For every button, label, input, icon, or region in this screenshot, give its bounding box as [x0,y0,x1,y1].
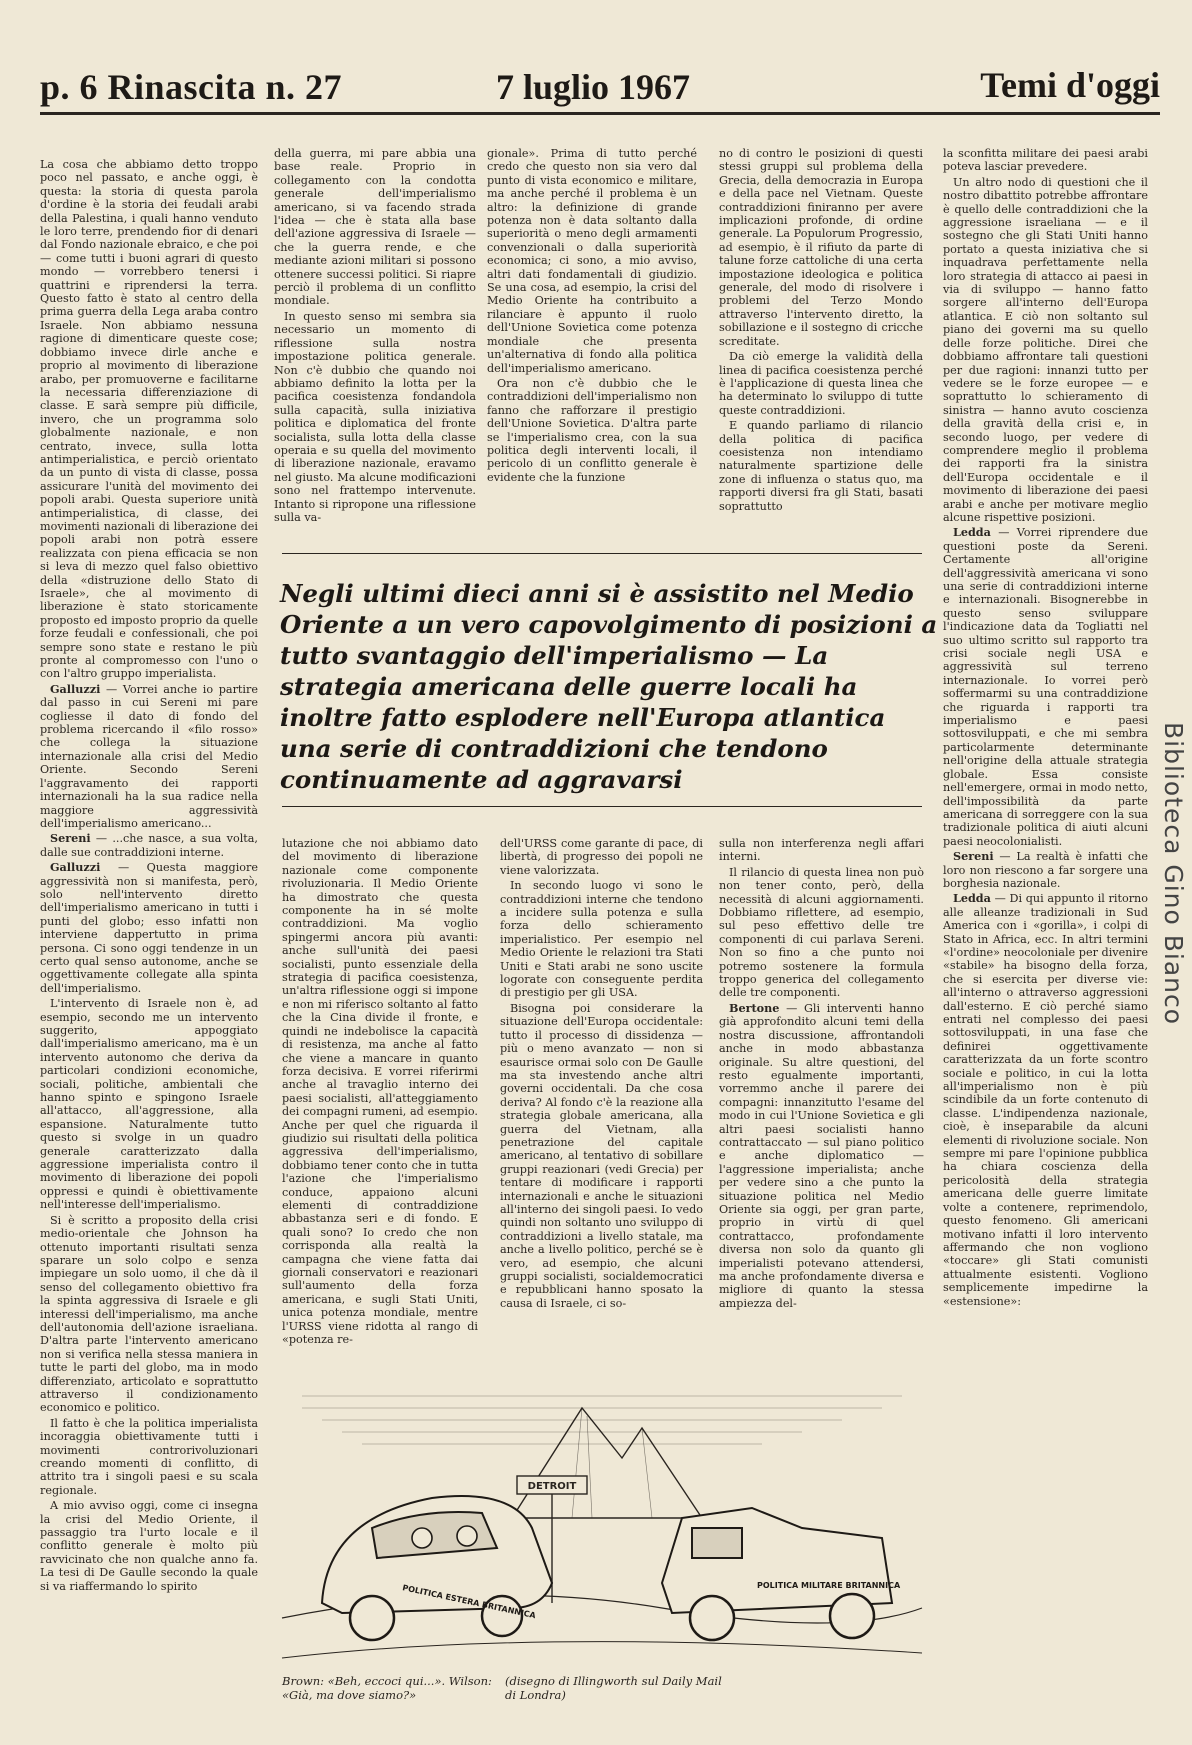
paragraph-text: E quando parliamo di rilancio della politica di pacifica coesistenza non intendiamo naturalmente spartizione delle zone di influenza o status quo, ma rapporti diversi fra gli Stati, basati soprattutto [719,419,923,513]
header-rule [40,112,1160,115]
paragraph [40,832,258,859]
column-1 [40,158,258,1740]
paragraph-text: Il fatto è che la politica imperialista incoraggia obiettivamente tutti i movimenti controrivoluzionari creando momenti di conflitto, di attrito tra i singoli paesi e su scala regionale. [40,1416,258,1497]
paragraph [40,997,258,1212]
paragraph [282,837,478,1346]
speaker-name: Ledda [953,891,991,906]
page-header [40,66,1160,112]
paragraph-text: Bisogna poi considerare la situazione dell'Europa occidentale: tutto il processo di dissidenza — più o meno avanzato — non si esaurisce ormai solo con De Gaulle ma sta investendo anche altri governi occidentali. Da che cosa deriva? Al fondo c'è la reazione alla strategia globale americana, alla guerra del Vietnam, alla penetrazione del capitale americano, al tentativo di sobillare gruppi reazionari (vedi Grecia) per tentare di modificare i rapporti internazionali e anche le situazioni all'interno dei singoli paesi. Io vedo quindi non soltanto uno sviluppo di contraddizioni a livello statale, ma anche a livello politico, perché se è vero, ad esempio, che alcuni gruppi socialisti, socialdemocratici e repubblicani hanno sposato la causa di Israele, ci so- [500,1001,703,1310]
paragraph [719,866,924,1000]
paragraph [943,526,1148,848]
paragraph [943,147,1148,174]
speaker-name: Bertone [729,1000,780,1015]
paragraph-text: A mio avviso oggi, come ci insegna la crisi del Medio Oriente, il passaggio tra l'urto locale e il conflitto generale è molto più ravvicinato che non qualche anno fa. La tesi di De Gaulle secondo la quale si va riaffermando lo spirito [40,1499,258,1593]
paragraph-text: — Vorrei anche io partire dal passo in cui Sereni mi pare cogliesse il dato di fondo del problema ricercando il «filo rosso» che collega la situazione internazionale alla crisi del Medio Oriente. Secondo Sereni l'aggravamento dei rapporti internazionali ha la sua radice nella maggiore aggressività dell'imperialismo americano... [40,682,258,830]
paragraph [274,310,476,525]
paragraph [719,1002,924,1310]
paragraph-text: — Di qui appunto il ritorno alle alleanze tradizionali in Sud America con i «gorilla», i colpi di Stato in Africa, ecc. In altri termini «l'ordine» neocoloniale per divenire «stabile» ha bisogno della forza, che si esercita per diverse vie: all'interno o attraverso aggressioni dall'esterno. E ciò perché siamo entrati nel complesso dei paesi sottosviluppati, in una fase che definirei oggettivamente caratterizzata da un forte scontro sociale e politico, in cui la lotta all'imperialismo non è più scindibile da un forte contenuto di classe. L'indipendenza nazionale, cioè, è inseparabile da alcuni elementi di rivoluzione sociale. Non sempre mi pare l'opinione pubblica ha chiara coscienza della pericolosità della strategia americana delle guerre limitate volte a contenere, reprimendolo, questo fenomeno. Gli americani motivano infatti il loro intervento affermando che non vogliono «toccare» gli Stati comunisti attualmente esistenti. Vogliono semplicemente impedirne la «estensione»: [943,892,1148,1308]
paragraph-text: — ...che nasce, a sua volta, dalle sue contraddizioni interne. [40,832,258,859]
paragraph [500,879,703,1000]
paragraph-text: Il rilancio di questa linea non può non tener conto, però, della necessità di alcuni aggiornamenti. Dobbiamo riflettere, ad esempio, sul peso effettivo delle tre componenti di cui parlava Sereni. Non so fino a che punto noi potremo sostenere la formula troppo generica del collegamento delle tre componenti. [719,865,924,1000]
paragraph [500,837,703,877]
paragraph-text: Si è scritto a proposito della crisi medio-orientale che Johnson ha ottenuto importanti risultati senza sparare un solo colpo e senza impiegare un solo uomo, il che dà il senso del collegamento obiettivo fra la spinta aggressiva di Israele e gli interessi dell'imperialismo, ma anche dell'autonomia dell'azione israeliana. D'altra parte l'intervento americano non si verifica nella stessa maniera in tutte le parti del globo, ma in modo differenziato, articolato e soprattutto attraverso il condizionamento economico e politico. [40,1213,258,1415]
paragraph-text: — La realtà è infatti che loro non riescono a far sorgere una borghesia nazionale. [943,850,1148,890]
paragraph [500,1002,703,1310]
column-2-bottom [282,837,478,1347]
library-watermark: Biblioteca Gino Bianco [1159,722,1188,1026]
cartoon-caption-dialogue: Brown: «Beh, eccoci qui...». Wilson: «Già, ma dove siamo?» [282,1674,492,1702]
paragraph [40,158,258,681]
paragraph-text: Un altro nodo di questioni che il nostro dibattito potrebbe affrontare è quello delle contraddizioni che la aggressione israeliana — e il sostegno che gli Stati Uniti hanno portato a questa iniziativa che si inquadrava perfettamente nella loro strategia di attacco ai paesi in via di sviluppo — hanno fatto sorgere all'interno dell'Europa atlantica. E ciò non soltanto sul piano dei governi ma su quello delle forze politiche. Direi che dobbiamo affrontare tali questioni per due ragioni: innanzi tutto per vedere se le forze europee — e soprattutto lo schieramento di sinistra — hanno avuto coscienza della gravità della crisi e, in secondo luogo, per vedere di comprendere meglio il problema dei rapporti fra la sinistra dell'Europa occidentale e il movimento di liberazione dei paesi arabi e anche per motivare meglio alcune rispettive posizioni. [943,175,1148,524]
paragraph [943,892,1148,1308]
paragraph-text: — Questa maggiore aggressività non si manifesta, però, solo nell'intervento diretto dell'imperialismo americano in tutti i punti del globo; esso infatti non interviene dappertutto in prima persona. Ci sono oggi tendenze in un certo qual senso autonome, anche se oggettivamente collegate alla spinta dell'imperialismo. [40,861,258,995]
paragraph-text: Da ciò emerge la validità della linea di pacifica coesistenza perché è l'applicazione di questa linea che ha determinato lo sviluppo di tutte queste contraddizioni. [719,350,923,417]
paragraph-text: — Gli interventi hanno già approfondito alcuni temi della nostra discussione, affrontandoli anche in modo abbastanza originale. Su altre questioni, del resto egualmente importanti, vorremmo anche il parere dei compagni: innanzitutto l'esame del modo in cui l'Unione Sovietica e gli altri paesi socialisti hanno contrattaccato — sul piano politico e anche diplomatico — l'aggressione imperialista; anche per vedere sino a che punto la situazione politica nel Medio Oriente sia oggi, per gran parte, proprio in virtù di quel contrattacco, profondamente diversa non solo da quanto gli imperialisti potevano attendersi, ma anche profondamente diversa e migliore di quanto la stessa ampiezza del- [719,1001,924,1310]
paragraph-text: sulla non interferenza negli affari interni. [719,837,924,864]
paragraph [719,147,923,348]
paragraph-text: della guerra, mi pare abbia una base reale. Proprio in collegamento con la condotta generale dell'imperialismo americano, si va facendo strada l'idea — che è stata alla base dell'azione aggressiva di Israele — che la guerra rende, e che mediante azioni militari si possono ottenere successi politici. Si riapre perciò il problema di un conflitto mondiale. [274,147,476,308]
speaker-name: Sereni [50,831,91,846]
paragraph [40,1417,258,1497]
paragraph [943,850,1148,890]
paragraph [719,419,923,513]
paragraph-text: gionale». Prima di tutto perché credo che questo non sia vero dal punto di vista economico e militare, ma anche perché il problema è un altro: la definizione di grande potenza non è data soltanto dalla superiorità o meno degli armamenti convenzionali o dalla superiorità economica; ci sono, a mio avviso, altri dati fondamentali di giudizio. Se una cosa, ad esempio, la crisi del Medio Oriente ha contribuito a rilanciare è appunto il ruolo dell'Unione Sovietica come potenza mondiale che presenta un'alternativa di fondo alla politica dell'imperialismo americano. [487,147,697,375]
headline-top-rule [282,553,922,554]
column-2-top [274,147,476,527]
car-label: POLITICA ESTERA BRITANNICA [401,1583,537,1621]
truck-wheel-front [690,1596,734,1640]
paragraph [274,147,476,308]
paragraph-text: dell'URSS come garante di pace, di libertà, di progresso dei popoli ne viene valorizzata. [500,837,703,877]
paragraph-text: Ora non c'è dubbio che le contraddizioni dell'imperialismo non fanno che rafforzare il prestigio dell'Unione Sovietica. D'altra parte se l'imperialismo crea, con la sua politica degli interventi locali, il pericolo di un conflitto generale è evidente che la funzione [487,376,697,484]
paragraph-text: no di contro le posizioni di questi stessi gruppi sul problema della Grecia, della democrazia in Europa e della pace nel Vietnam. Queste contraddizioni finiranno per avere implicazioni profonde, di ordine generale. La Populorum Progressio, ad esempio, è il rifiuto da parte di talune forze cattoliche di una certa impostazione ideologica e politica generale, del modo di risolvere i problemi del Terzo Mondo attraverso l'intervento diretto, la sobillazione e il sostegno di cricche screditate. [719,147,923,348]
political-cartoon [282,1368,922,1670]
headline-bottom-rule [282,806,922,807]
speaker-name: Ledda [953,525,991,540]
paragraph [40,861,258,995]
sign-label: DETROIT [527,1481,577,1492]
truck-label: POLITICA MILITARE BRITANNICA [757,1581,901,1590]
figure-brown [412,1528,432,1548]
page-issue-label: p. 6 Rinascita n. 27 [40,67,343,107]
paragraph [719,837,924,864]
speaker-name: Galluzzi [50,681,101,696]
paragraph-text: — Vorrei riprendere due questioni poste da Sereni. Certamente all'origine dell'aggressività americana vi sono una serie di contraddizioni interne e internazionali. Bisognerebbe in questo senso sviluppare l'indicazione data da Togliatti nel suo ultimo scritto sul rapporto tra crisi sociale negli USA e aggressività sul terreno internazionale. Io vorrei però soffermarmi su una contraddizione che riguarda i rapporti tra imperialismo e paesi sottosviluppati, e che mi sembra particolarmente determinante nell'origine della attuale strategia globale. Essa consiste nell'emergere, ormai in modo netto, dell'impossibilità da parte americana di sorreggere con la sua tradizionale politica di aiuti alcuni paesi neocolonialisti. [943,526,1148,848]
paragraph [40,1214,258,1415]
paragraph-text: lutazione che noi abbiamo dato del movimento di liberazione nazionale come componente rivoluzionaria. Il Medio Oriente ha dimostrato che questa componente ha in sé molte contraddizioni. Ma voglio spingermi ancora più avanti: anche sull'unità dei paesi socialisti, punto essenziale della strategia di pacifica coesistenza, un'altra riflessione oggi si impone e non mi riferisco soltanto al fatto che la Cina divide il fronte, e quindi ne indebolisce la capacità di resistenza, ma anche al fatto che viene a mancare in quanto forza decisiva. E vorrei riferirmi anche al travaglio interno dei paesi socialisti, all'atteggiamento dei compagni rumeni, ad esempio. Anche per quel che riguarda il giudizio sui risultati della politica aggressiva dell'imperialismo, dobbiamo tener conto che in tutta l'azione che l'imperialismo conduce, appaiono alcuni elementi di contraddizione abbastanza seri e di fondo. E quali sono? Io credo che non corrisponda alla realtà la campagna che viene fatta dai giornali conservatori e reazionari sull'aumento della forza americana, e sugli Stati Uniti, unica potenza mondiale, mentre l'URSS viene ridotta al rango di «potenza re- [282,837,478,1347]
car-wheel-front [350,1596,394,1640]
speaker-name: Sereni [953,849,994,864]
figure-wilson [457,1526,477,1546]
column-4-top [719,147,923,527]
paragraph [40,683,258,830]
paragraph [487,377,697,484]
paragraph-text: In questo senso mi sembra sia necessario un momento di riflessione sulla nostra impostazione politica generale. Non c'è dubbio che quando noi abbiamo definito la lotta per la pacifica coesistenza fondandola sulla capacità, sulla iniziativa politica e diplomatica del fronte socialista, sulla lotta della classe operaia e su quella del movimento di liberazione nazionale, eravamo nel giusto. Ma alcune modificazioni sono nel frattempo intervenute. Intanto si ripropone una riflessione sulla va- [274,309,476,524]
column-3-bottom [500,837,703,1319]
column-4-bottom [719,837,924,1319]
column-3-top [487,147,697,527]
paragraph-text: In secondo luogo vi sono le contraddizioni interne che tendono a incidere sulla potenza e sulla forza dello schieramento imperialistico. Per esempio nel Medio Oriente le relazioni tra Stati Uniti e Stati arabi ne sono uscite logorate con conseguente perdita di prestigio per gli USA. [500,879,703,1000]
truck-wheel-rear [830,1594,874,1638]
paragraph-text: L'intervento di Israele non è, ad esempio, secondo me un intervento suggerito, appoggiato dall'imperialismo americano, ma è un intervento autonomo che deriva da particolari condizioni economiche, sociali, politiche, ambientali che hanno spinto e spingono Israele all'attacco, all'aggressione, alla espansione. Naturalmente tutto questo si svolge in un quadro generale caratterizzato dalla aggressione imperialista contro il movimento di liberazione dei popoli oppressi e quindi è obiettivamente nell'interesse dell'imperialismo. [40,997,258,1212]
speaker-name: Galluzzi [50,860,101,875]
paragraph [487,147,697,375]
paragraph [943,176,1148,525]
paragraph [40,1499,258,1593]
paragraph-text: la sconfitta militare dei paesi arabi poteva lasciar prevedere. [943,147,1148,174]
column-5 [943,147,1148,1425]
paragraph [719,350,923,417]
paragraph-text: La cosa che abbiamo detto troppo poco nel passato, e anche oggi, è questa: la storia di questa parola d'ordine è la storia dei feudali arabi della Palestina, i quali hanno venduto le loro terre, prendendo fior di denari dal Fondo nazionale ebraico, e che poi — come tutti i buoni agrari di questo mondo — vorrebbero tenersi i quattrini e riprendersi la terra. Questo fatto è stato al centro della prima guerra della Lega araba contro Israele. Non abbiamo nessuna ragione di dimenticare queste cose; dobbiamo invece dirle anche e proprio al movimento di liberazione arabo, per promuoverne e facilitarne la necessaria differenziazione di classe. E sarà sempre più difficile, invero, che un programma solo globalmente nazionale, e non centrato, invece, sulla lotta antimperialistica, e perciò orientato da un punto di vista di classe, possa assicurare l'unità del movimento dei popoli arabi. Questa superiore unità antimperialistica, di classe, dei movimenti nazionali di liberazione dei popoli arabi non potrà essere realizzata con piena efficacia se non si leva di mezzo quel falso obiettivo della «distruzione dello Stato di Israele», che al movimento di liberazione è stato storicamente proposto ed imposto proprio da quelle forze feudali e confessionali, che poi sempre sono state e restano le più pronte al compromesso con l'uno o con l'altro gruppo imperialista. [40,158,259,681]
headline: Negli ultimi dieci anni si è assistito nel Medio Oriente a un vero capovolgimento di posizioni a tutto svantaggio dell'imperialismo — La strategia americana delle guerre locali ha inoltre fatto esplodere nell'Europa atlantica una serie di contraddizioni che tendono continuamente ad aggravarsi [280,579,938,794]
issue-date: 7 luglio 1967 [496,67,691,107]
section-title: Temi d'oggi [980,65,1160,105]
cartoon-caption-credit: (disegno di Illingworth sul Daily Mail di Londra) [505,1674,722,1702]
